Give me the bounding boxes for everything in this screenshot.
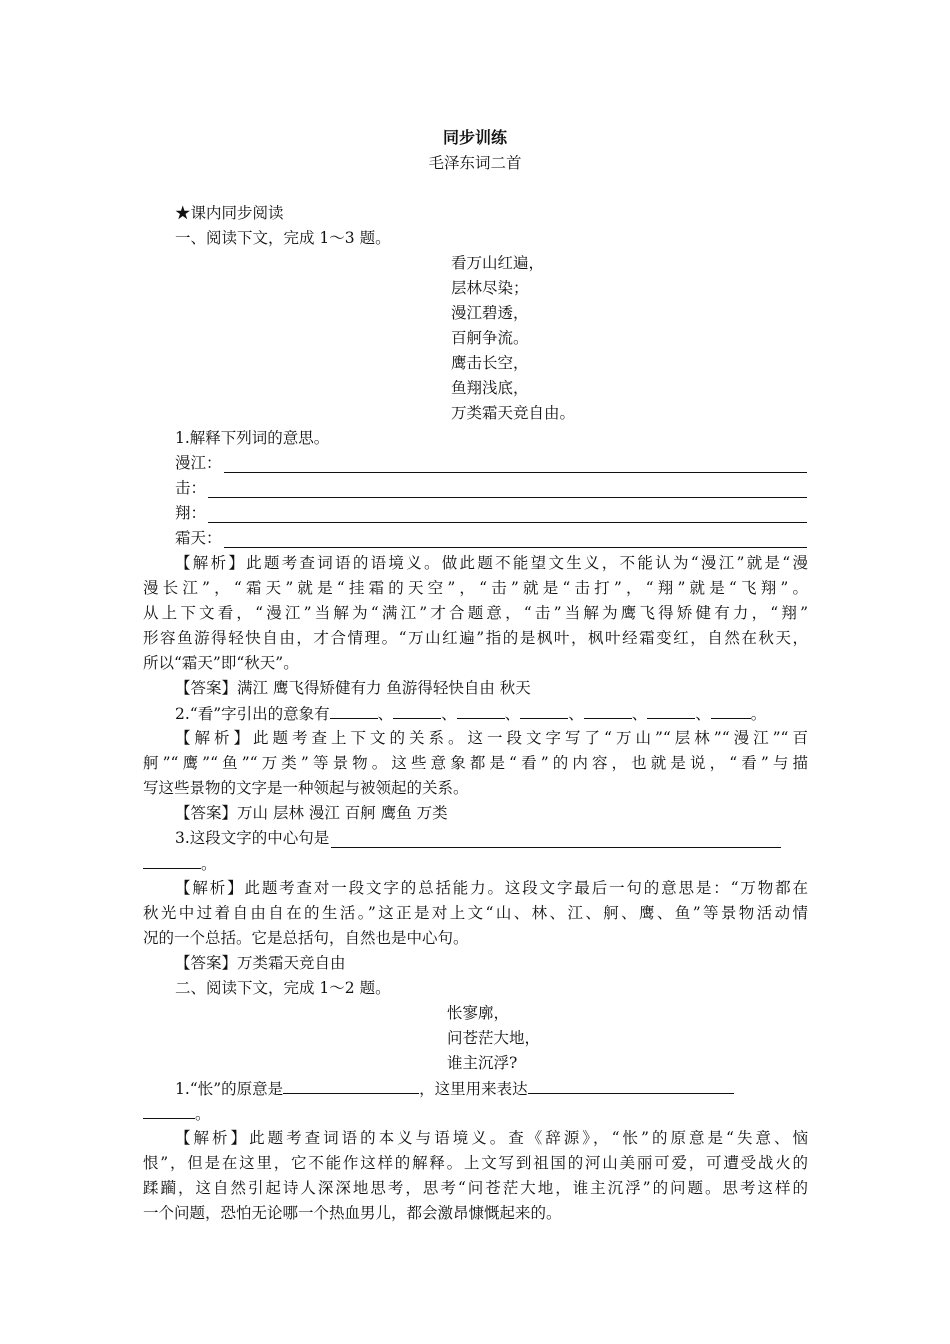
answer-blank[interactable] <box>224 457 807 473</box>
analysis-line: 舸”“鹰”“鱼”“万类”等景物。这些意象都是“看”的内容，也就是说，“看”与描 <box>143 754 808 772</box>
poem-line: 问苍茫大地， <box>447 1029 541 1047</box>
analysis-text: 此题考查词语的语境义。做此题不能望文生义，不能认为“漫江”就是“漫 <box>246 554 808 572</box>
answer-blank[interactable] <box>520 703 568 719</box>
term-label: 霜天： <box>175 529 222 547</box>
analysis-tag: 【解析】 <box>175 1129 250 1147</box>
analysis-line: 所以“霜天”即“秋天”。 <box>143 654 299 672</box>
question-3-continuation <box>143 853 217 874</box>
analysis-line <box>175 553 808 573</box>
analysis-line: 秋光中过着自由自在的生活。”这正是对上文“山、林、江、舸、鹰、鱼”等景物活动情 <box>143 904 808 922</box>
answer-blank[interactable] <box>330 703 378 719</box>
answer-line <box>175 678 531 698</box>
period: 。 <box>750 705 767 723</box>
page-subtitle: 毛泽东词二首 <box>428 154 522 172</box>
analysis-text: 此题考查上下文的关系。这一段文字写了“万山”“层林”“漫江”“百 <box>253 729 808 747</box>
poem-line: 万类霜天竞自由。 <box>451 404 576 422</box>
poem-line: 百舸争流。 <box>451 329 529 347</box>
answer-blank[interactable] <box>528 1078 734 1094</box>
answer-text: 万山 层林 漫江 百舸 鹰鱼 万类 <box>237 804 448 822</box>
answer-blank[interactable] <box>143 853 201 869</box>
separator: 、 <box>631 705 648 723</box>
answer-blank[interactable] <box>647 703 695 719</box>
analysis-line <box>175 728 808 748</box>
poem-line: 谁主沉浮? <box>447 1054 518 1072</box>
answer-blank[interactable] <box>711 703 751 719</box>
term-label: 击： <box>175 479 207 497</box>
answer-text: 满江 鹰飞得矫健有力 鱼游得轻快自由 秋天 <box>237 679 531 697</box>
answer-line <box>175 953 346 973</box>
analysis-text: 此题考查词语的本义与语境义。查《辞源》，“怅”的原意是“失意、恼 <box>249 1129 808 1147</box>
analysis-line: 从上下文看，“漫江”当解为“满江”才合题意，“击”当解为鹰飞得矫健有力，“翔” <box>143 604 808 622</box>
question-3-text: 3.这段文字的中心句是 <box>175 829 330 847</box>
term-row-shuangtian <box>175 528 807 548</box>
page-title: 同步训练 <box>442 128 507 147</box>
answer-blank[interactable] <box>457 703 505 719</box>
part2-question-1-continuation <box>143 1103 211 1124</box>
analysis-tag: 【解析】 <box>175 729 254 747</box>
answer-tag: 【答案】 <box>175 804 238 822</box>
analysis-text: 此题考查对一段文字的总括能力。这段文字最后一句的意思是：“万物都在 <box>244 879 808 897</box>
separator: 、 <box>695 705 711 723</box>
part2-instruction: 二、阅读下文，完成 1～2 题。 <box>175 979 391 997</box>
poem-line: 漫江碧透， <box>451 304 529 322</box>
question-text: ，这里用来表达 <box>419 1080 528 1098</box>
answer-blank[interactable] <box>224 532 807 548</box>
separator: 、 <box>568 705 584 723</box>
analysis-line: 一个问题，恐怕无论哪一个热血男儿，都会激昂慷慨起来的。 <box>143 1204 562 1222</box>
answer-tag: 【答案】 <box>175 679 238 697</box>
analysis-line <box>175 1128 808 1148</box>
answer-blank[interactable] <box>208 482 807 498</box>
section-heading: ★课内同步阅读 <box>175 204 284 222</box>
separator: 、 <box>377 705 394 723</box>
poem-line: 看万山红遍， <box>451 254 545 272</box>
analysis-tag: 【解析】 <box>175 879 245 897</box>
question-2-stem <box>175 703 766 724</box>
answer-blank[interactable] <box>143 1103 195 1119</box>
answer-blank[interactable] <box>283 1078 419 1094</box>
term-row-manjiang <box>175 453 807 473</box>
question-2-text: 2.“看”字引出的意象有 <box>175 705 330 723</box>
part2-question-1-stem <box>175 1078 734 1099</box>
analysis-line: 恨”，但是在这里，它不能作这样的解释。上文写到祖国的河山美丽可爱，可遭受战火的 <box>143 1154 808 1172</box>
question-3-stem <box>175 828 781 848</box>
poem-line: 鹰击长空， <box>451 354 529 372</box>
period: 。 <box>195 1105 211 1123</box>
term-row-xiang <box>175 503 807 523</box>
analysis-line: 写这些景物的文字是一种领起与被领起的关系。 <box>143 779 469 797</box>
analysis-line: 漫长江”，“霜天”就是“挂霜的天空”，“击”就是“击打”，“翔”就是“飞翔”。 <box>143 579 808 597</box>
poem-line: 怅寥廓， <box>447 1004 510 1022</box>
poem-line: 层林尽染； <box>451 279 529 297</box>
term-label: 漫江： <box>175 454 222 472</box>
period: 。 <box>201 855 217 873</box>
term-row-ji <box>175 478 807 498</box>
answer-line <box>175 803 448 823</box>
term-label: 翔： <box>175 504 207 522</box>
part1-instruction: 一、阅读下文，完成 1～3 题。 <box>175 229 391 247</box>
analysis-tag: 【解析】 <box>175 554 247 572</box>
answer-blank[interactable] <box>208 507 807 523</box>
analysis-line <box>175 878 808 898</box>
question-text: 1.“怅”的原意是 <box>175 1080 284 1098</box>
analysis-line: 况的一个总括。它是总括句，自然也是中心句。 <box>143 929 469 947</box>
analysis-line: 形容鱼游得轻快自由，才合情理。“万山红遍”指的是枫叶，枫叶经霜变红，自然在秋天， <box>143 629 808 647</box>
question-1-stem: 1.解释下列词的意思。 <box>175 429 330 447</box>
answer-blank[interactable] <box>331 832 781 848</box>
answer-tag: 【答案】 <box>175 954 238 972</box>
analysis-line: 蹂躏，这自然引起诗人深深地思考，思考“问苍茫大地，谁主沉浮”的问题。思考这样的 <box>143 1179 808 1197</box>
separator: 、 <box>504 705 521 723</box>
poem-line: 鱼翔浅底， <box>451 379 529 397</box>
separator: 、 <box>441 705 457 723</box>
answer-text: 万类霜天竞自由 <box>237 954 346 972</box>
answer-blank[interactable] <box>393 703 441 719</box>
answer-blank[interactable] <box>584 703 632 719</box>
